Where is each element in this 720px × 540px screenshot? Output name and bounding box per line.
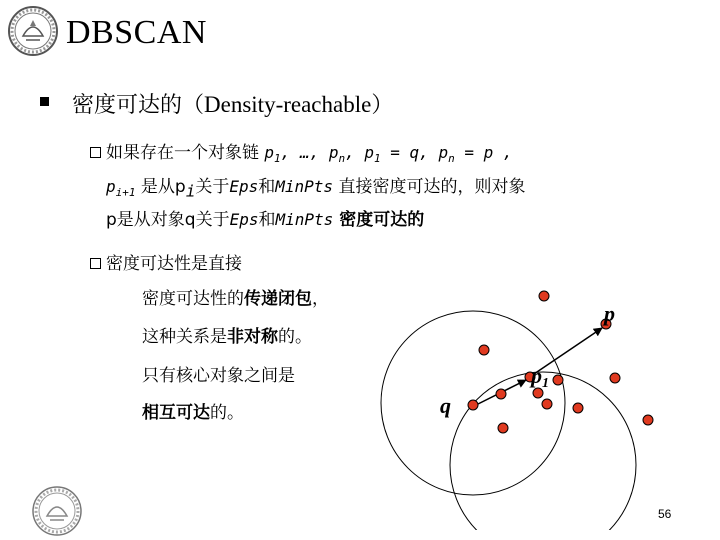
label-p: p (604, 301, 615, 326)
heading-zh: 密度可达的（ (72, 93, 205, 118)
point-g (610, 373, 620, 383)
checkbox-bullet-1 (90, 147, 101, 158)
point-h (643, 415, 653, 425)
def-text-and-2: 和 (258, 210, 276, 230)
checkbox-bullet-2 (90, 258, 101, 269)
var-minpts: MinPts (275, 177, 334, 196)
data-points (468, 291, 653, 433)
var-eps: Eps (229, 177, 259, 196)
point-q (468, 400, 478, 410)
label-q: q (440, 393, 451, 418)
heading-en: Density-reachable (204, 92, 372, 117)
def-text-chain: 如果存在一个对象链 (106, 143, 259, 163)
var-i-sub: i (185, 181, 196, 201)
heading-bullet (40, 97, 49, 106)
def-line-3 (106, 208, 424, 232)
section-heading (72, 88, 393, 119)
page-number: 56 (658, 507, 672, 521)
heading-close: ） (371, 93, 394, 118)
prop-line-2: 密度可达性的传递闭包， (142, 289, 329, 309)
var-sep: , …, (280, 143, 329, 162)
var-pn: $p_n$ (328, 143, 346, 166)
var-minpts-2: MinPts (275, 210, 334, 229)
point-top (539, 291, 549, 301)
def-text-and: 和 (258, 177, 276, 197)
mutual-reachable-text: 相互可达 (142, 403, 210, 423)
eq-p1-q: , $p_1 = q$, $p_n = p$ , (345, 143, 513, 166)
point-d (542, 399, 552, 409)
asymmetric-text: 非对称 (227, 327, 278, 347)
eps-neighborhood-p1 (450, 372, 636, 530)
point-f (573, 403, 583, 413)
label-p1: p1 (531, 363, 549, 391)
point-c (553, 375, 563, 385)
var-pi1: $p_{i+1}$ (106, 177, 136, 200)
def-text-about: 关于 (195, 177, 230, 197)
var-p1: $p_1$ (264, 143, 281, 166)
prop-line-3: 这种关系是非对称的。 (142, 327, 312, 347)
def-line-1 (106, 141, 513, 171)
point-a (496, 389, 506, 399)
university-logo-bottom (30, 484, 84, 538)
var-eps-2: Eps (229, 210, 259, 229)
density-reachable-diagram (380, 270, 710, 530)
point-left (479, 345, 489, 355)
point-e (498, 423, 508, 433)
def-text-from: 是从p (135, 177, 186, 197)
prop-line-5: 相互可达的。 (142, 403, 244, 423)
def-text-direct: 直接密度可达的，则对象 (333, 177, 526, 197)
def-text-reachable: 密度可达的 (333, 210, 425, 230)
prop-line-1: 密度可达性是直接 (106, 254, 242, 274)
university-logo-top (6, 4, 60, 58)
def-line-2 (106, 175, 525, 205)
transitive-closure-text: 传递闭包 (244, 289, 312, 309)
prop-line-4: 只有核心对象之间是 (142, 366, 295, 386)
page-title: DBSCAN (66, 14, 207, 51)
def-text-pq: p是从对象q关于 (106, 210, 230, 230)
